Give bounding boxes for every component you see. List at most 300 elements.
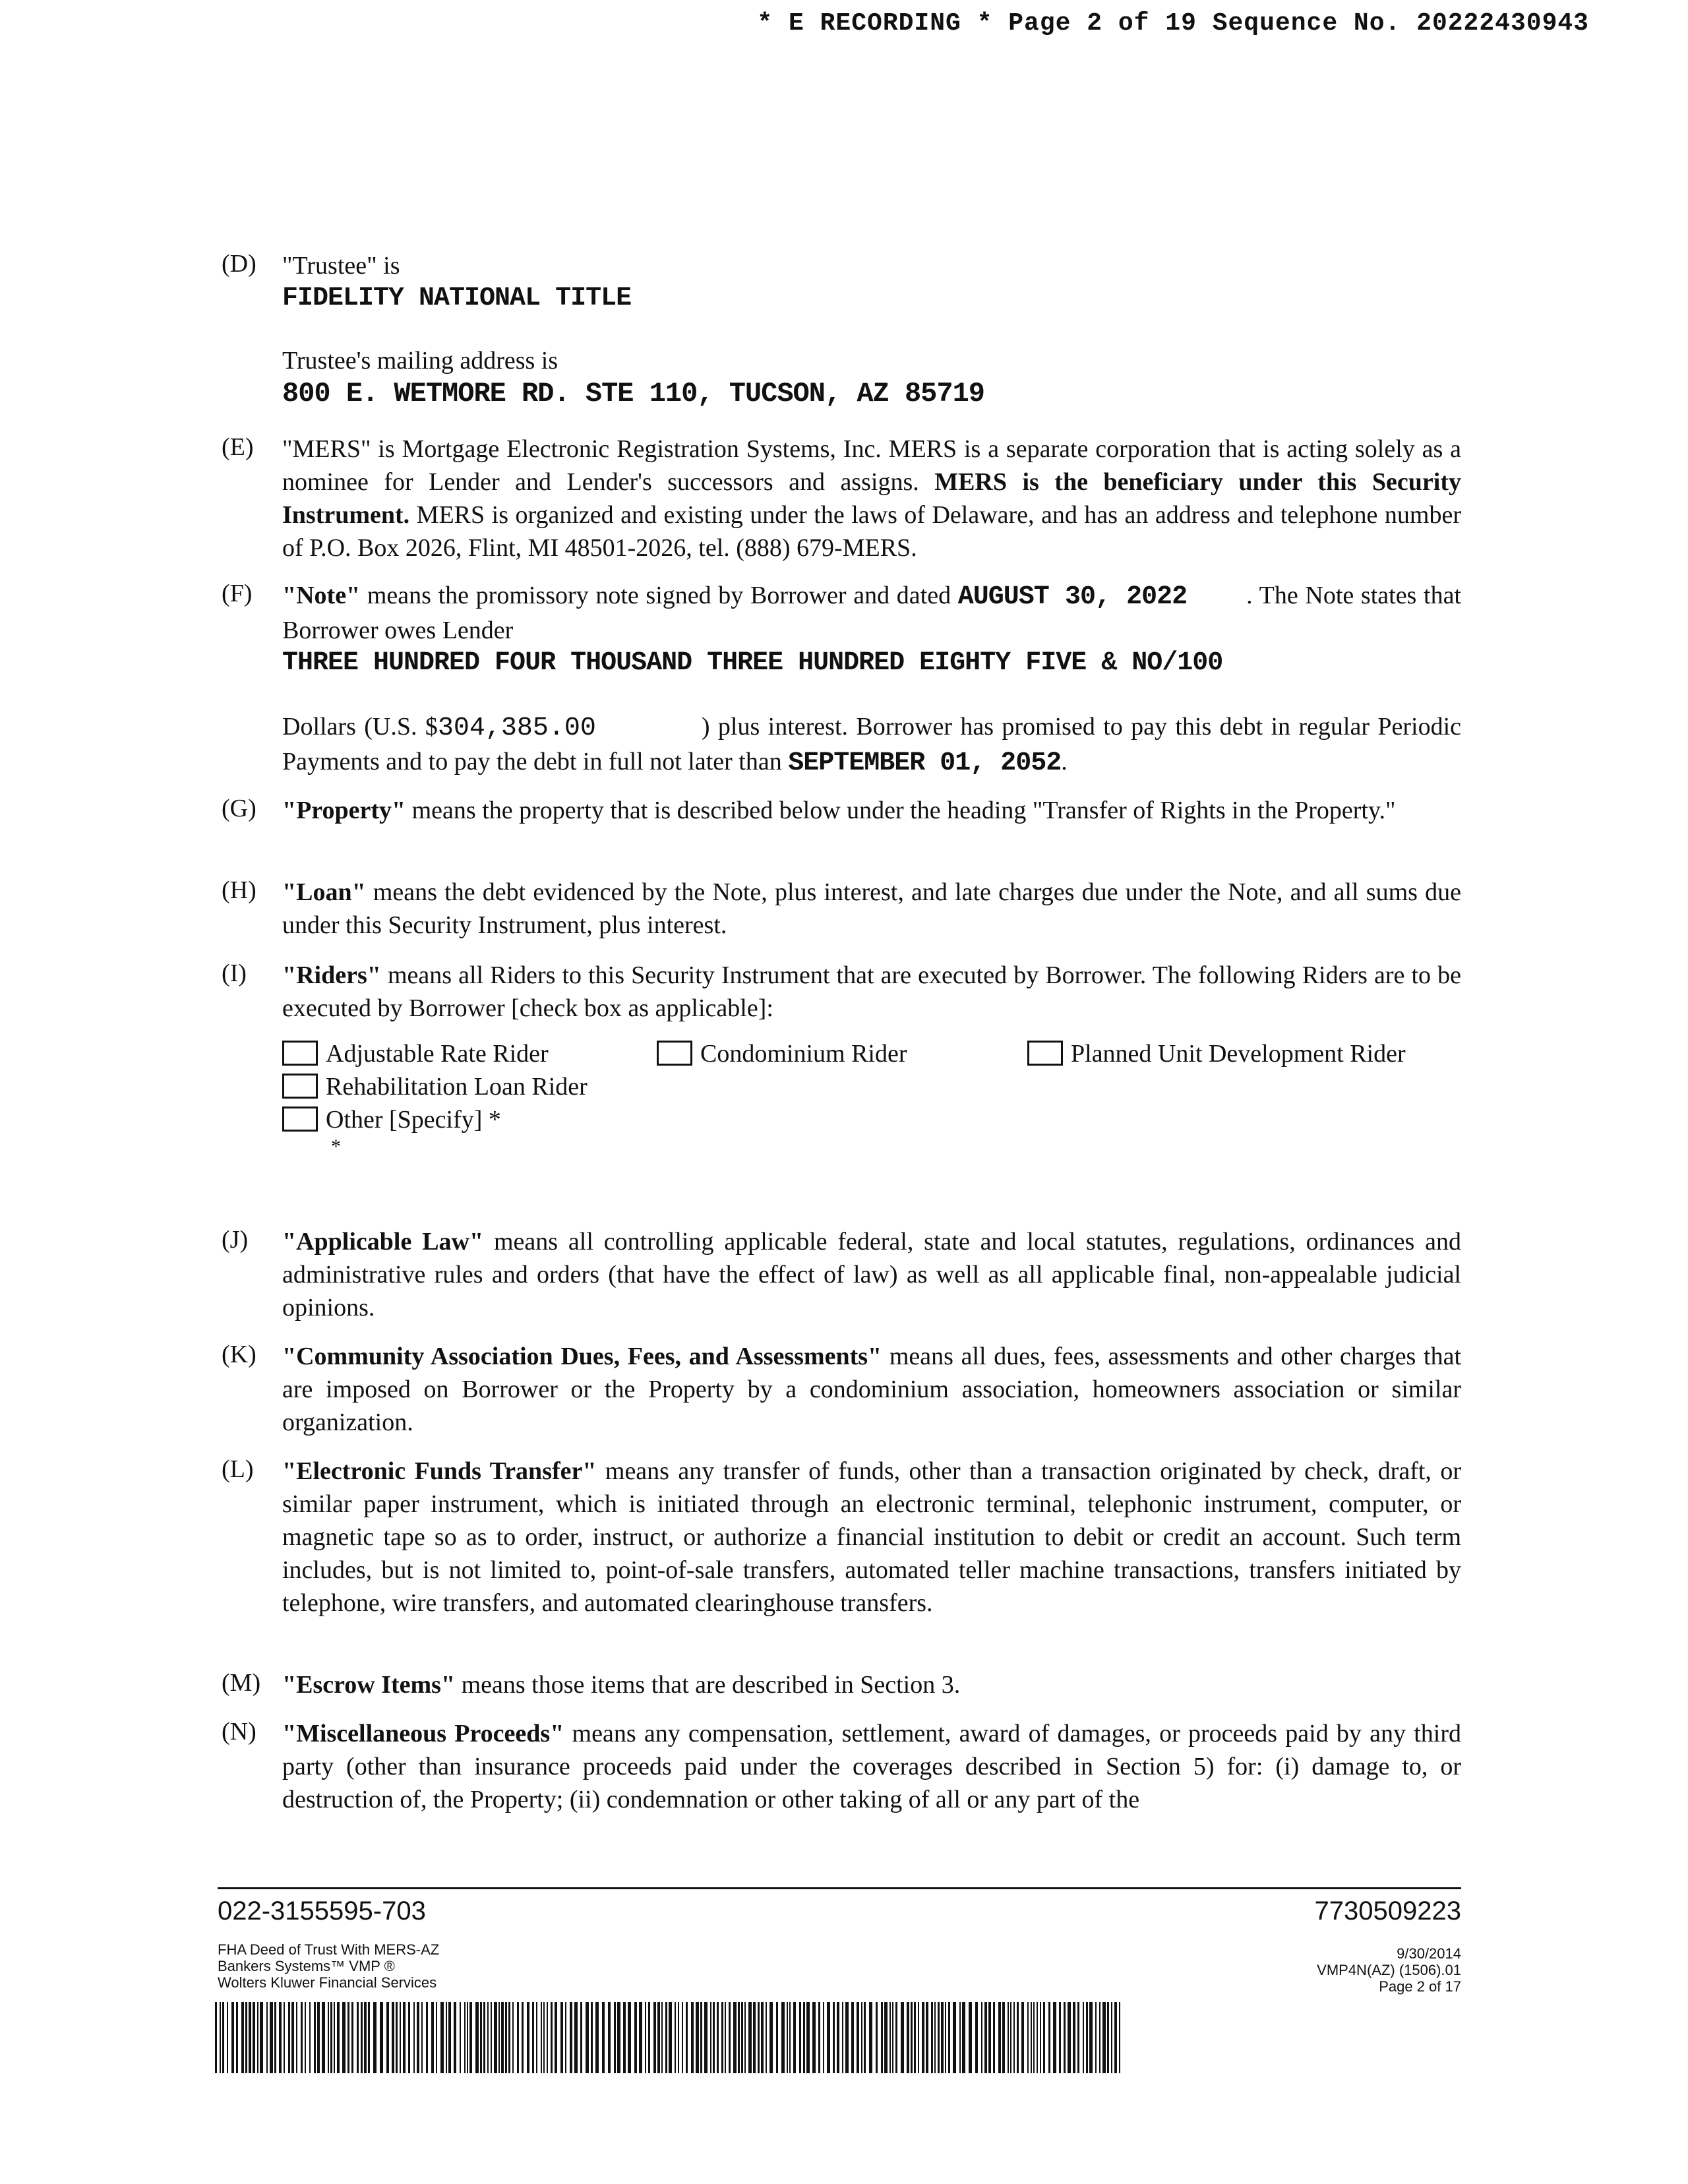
barcode-bar	[413, 2002, 415, 2073]
escrow-items-paragraph	[282, 1668, 1461, 1701]
trustee-address: 800 E. WETMORE RD. STE 110, TUCSON, AZ 85719	[282, 378, 984, 410]
barcode-bar	[725, 2002, 726, 2073]
barcode-bar	[1083, 2002, 1084, 2073]
barcode-bar	[555, 2002, 557, 2073]
barcode-bar	[330, 2002, 332, 2073]
escrow-items-term: "Escrow Items"	[282, 1671, 456, 1699]
barcode-bar	[761, 2002, 764, 2073]
note-term: "Note"	[282, 582, 361, 609]
form-code: VMP4N(AZ) (1506).01	[1317, 1962, 1461, 1978]
barcode-bar	[541, 2002, 542, 2073]
trustee-name: FIDELITY NATIONAL TITLE	[282, 284, 632, 313]
barcode-bar	[580, 2002, 582, 2073]
barcode-bar	[431, 2002, 434, 2073]
barcode-bar	[741, 2002, 743, 2073]
barcode-bar	[704, 2002, 708, 2073]
barcode-bar	[766, 2002, 767, 2073]
barcode-bar	[922, 2002, 924, 2073]
barcode-bar	[1043, 2002, 1045, 2073]
barcode-bar	[532, 2002, 534, 2073]
section-letter: (D)	[222, 250, 256, 278]
barcode-bar	[981, 2002, 982, 2073]
barcode-bar	[279, 2002, 282, 2073]
barcode-bar	[1064, 2002, 1066, 2073]
barcode-bar	[744, 2002, 746, 2073]
barcode-bar	[257, 2002, 258, 2073]
barcode-bar	[560, 2002, 563, 2073]
form-date: 9/30/2014	[1397, 1945, 1461, 1962]
barcode-bar	[1037, 2002, 1038, 2073]
barcode-bar	[696, 2002, 699, 2073]
barcode-bar	[595, 2002, 599, 2073]
misc-proceeds-term: "Miscellaneous Proceeds"	[282, 1720, 564, 1747]
condominium-checkbox[interactable]	[657, 1041, 692, 1066]
barcode-bar	[351, 2002, 353, 2073]
section-h-loan	[222, 876, 1461, 948]
barcode-bar	[691, 2002, 694, 2073]
loan-text: means the debt evidenced by the Note, plus interest, and late charges due under the Note, and all sums due under this Security Instrument, plus interest.	[282, 878, 1461, 939]
barcode-bar	[938, 2002, 940, 2073]
section-k-community-association	[222, 1340, 1461, 1439]
community-association-term: "Community Association Dues, Fees, and Assessments"	[282, 1343, 882, 1370]
barcode-bar	[400, 2002, 401, 2073]
form-line-2: Bankers Systems™ VMP ®	[218, 1958, 395, 1974]
barcode-bar	[417, 2002, 419, 2073]
barcode-bar	[253, 2002, 255, 2073]
barcode-bar	[787, 2002, 788, 2073]
barcode-bar	[941, 2002, 944, 2073]
note-date: AUGUST 30, 2022	[957, 582, 1188, 612]
riders-paragraph	[282, 959, 1461, 1025]
barcode-bar	[914, 2002, 916, 2073]
barcode-bar	[1017, 2002, 1019, 2073]
barcode-bar	[236, 2002, 238, 2073]
mers-beneficiary-bold: MERS is the beneficiary under this Security Instrument.	[282, 468, 1461, 529]
barcode-bar	[291, 2002, 294, 2073]
barcode-bar	[1053, 2002, 1056, 2073]
barcode-bar	[959, 2002, 961, 2073]
eft-term: "Electronic Funds Transfer"	[282, 1457, 597, 1485]
adjustable-rate-checkbox[interactable]	[282, 1041, 318, 1066]
barcode-image	[215, 2002, 1121, 2073]
barcode-bar	[1008, 2002, 1009, 2073]
barcode-bar	[1048, 2002, 1050, 2073]
barcode-bar	[522, 2002, 524, 2073]
barcode-bar	[1119, 2002, 1120, 2073]
barcode-bar	[501, 2002, 504, 2073]
barcode-bar	[948, 2002, 950, 2073]
section-i-riders	[222, 959, 1461, 1183]
section-letter: (H)	[222, 876, 256, 904]
community-association-text: means all dues, fees, assessments and other charges that are imposed on Borrower or the Property by a condominium association, homeowners association or similar organization.	[282, 1343, 1461, 1436]
barcode-bar	[1089, 2002, 1093, 2073]
property-term: "Property"	[282, 797, 406, 824]
barcode-bar	[386, 2002, 389, 2073]
rider-other[interactable]	[282, 1105, 501, 1134]
barcode-bar	[907, 2002, 909, 2073]
barcode-bar	[931, 2002, 933, 2073]
form-page: Page 2 of 17	[1379, 1978, 1461, 1995]
barcode-bar	[373, 2002, 377, 2073]
barcode-bar	[249, 2002, 251, 2073]
barcode-bar	[700, 2002, 702, 2073]
barcode-bar	[869, 2002, 872, 2073]
barcode-bar	[498, 2002, 500, 2073]
barcode-bar	[314, 2002, 316, 2073]
barcode-bar	[317, 2002, 320, 2073]
barcode-bar	[1077, 2002, 1079, 2073]
barcode-bar	[833, 2002, 835, 2073]
section-e-mers	[222, 433, 1461, 571]
barcode-bar	[729, 2002, 731, 2073]
barcode-bar	[998, 2002, 1001, 2073]
barcode-bar	[328, 2002, 329, 2073]
barcode-bar	[408, 2002, 410, 2073]
barcode-bar	[536, 2002, 537, 2073]
barcode-bar	[733, 2002, 737, 2073]
barcode-bar	[421, 2002, 423, 2073]
note-paragraph	[282, 579, 1461, 780]
barcode-bar	[469, 2002, 472, 2073]
barcode-bar	[669, 2002, 672, 2073]
trustee-address-label: Trustee's mailing address is	[282, 347, 558, 375]
barcode-bar	[876, 2002, 878, 2073]
section-f-note	[222, 579, 1461, 777]
barcode-bar	[953, 2002, 956, 2073]
misc-proceeds-text: means any compensation, settlement, award of damages, or proceeds paid by any third party (other than insurance proceeds paid under the coverages described in Section 5) for: (i) damage to, or destruction of, the Property; (ii) condemnation or other taking of all or any part of the	[282, 1720, 1461, 1813]
barcode-bar	[260, 2002, 263, 2073]
barcode-bar	[975, 2002, 978, 2073]
section-letter: (J)	[222, 1226, 249, 1254]
barcode-bar	[1073, 2002, 1075, 2073]
adjustable-rate-label: Adjustable Rate Rider	[326, 1040, 549, 1068]
barcode-bar	[781, 2002, 785, 2073]
section-letter: (L)	[222, 1455, 254, 1483]
barcode-bar	[543, 2002, 545, 2073]
barcode-bar	[710, 2002, 711, 2073]
dollars-prefix: Dollars (U.S. $	[282, 713, 438, 741]
applicable-law-text: means all controlling applicable federal, state and local statutes, regulations, ordinances and administrative rules and orders (that have the effect of law) as well as all applicable final, non-appealable judicial opinions.	[282, 1228, 1461, 1321]
barcode-bar	[776, 2002, 778, 2073]
barcode-bar	[1068, 2002, 1071, 2073]
footer-loan-number: 022-3155595-703	[218, 1896, 426, 1926]
barcode-bar	[818, 2002, 820, 2073]
barcode-bar	[1111, 2002, 1112, 2073]
recording-header: * E RECORDING * Page 2 of 19 Sequence No. 20222430943	[757, 9, 1589, 38]
barcode-bar	[806, 2002, 810, 2073]
barcode-bar	[357, 2002, 359, 2073]
barcode-bar	[758, 2002, 760, 2073]
barcode-bar	[517, 2002, 519, 2073]
note-text-2: . The Note states that Borrower owes Lender	[282, 582, 1461, 644]
barcode-bar	[639, 2002, 642, 2073]
barcode-bar	[623, 2002, 626, 2073]
note-text-4: .	[1061, 748, 1068, 775]
barcode-bar	[901, 2002, 904, 2073]
barcode-bar	[645, 2002, 646, 2073]
riders-term: "Riders"	[282, 961, 381, 989]
applicable-law-paragraph	[282, 1225, 1461, 1324]
barcode-bar	[614, 2002, 616, 2073]
barcode-bar	[1010, 2002, 1011, 2073]
property-text: means the property that is described below under the heading "Transfer of Rights in the Property."	[406, 797, 1396, 824]
barcode-bar	[769, 2002, 773, 2073]
barcode-bar	[837, 2002, 839, 2073]
barcode-bar	[1114, 2002, 1117, 2073]
barcode-bar	[396, 2002, 398, 2073]
rider-condominium[interactable]	[657, 1039, 907, 1068]
barcode-bar	[892, 2002, 893, 2073]
barcode-bar	[962, 2002, 965, 2073]
barcode-bar	[823, 2002, 824, 2073]
barcode-bar	[487, 2002, 489, 2073]
barcode-bar	[547, 2002, 548, 2073]
mers-text-1: "MERS" is Mortgage Electronic Registration Systems, Inc. MERS is a separate corporation that is acting solely as a nominee for Lender and Lender's successors and assigns.	[282, 435, 1461, 496]
barcode-bar	[586, 2002, 589, 2073]
barcode-bar	[628, 2002, 631, 2073]
barcode-bar	[334, 2002, 335, 2073]
barcode-bar	[454, 2002, 456, 2073]
rider-pud[interactable]	[1027, 1039, 1406, 1068]
rider-adjustable-rate[interactable]	[282, 1039, 549, 1068]
barcode-bar	[713, 2002, 715, 2073]
barcode-bar	[918, 2002, 919, 2073]
section-l-eft	[222, 1455, 1461, 1653]
barcode-bar	[483, 2002, 485, 2073]
note-text-1: means the promissory note signed by Borrower and dated	[360, 582, 958, 609]
barcode-bar	[1059, 2002, 1061, 2073]
barcode-bar	[508, 2002, 510, 2073]
barcode-bar	[301, 2002, 303, 2073]
barcode-bar	[347, 2002, 349, 2073]
barcode-bar	[1086, 2002, 1088, 2073]
section-letter: (M)	[222, 1669, 261, 1697]
barcode-bar	[288, 2002, 290, 2073]
barcode-bar	[551, 2002, 553, 2073]
barcode-bar	[945, 2002, 946, 2073]
barcode-bar	[753, 2002, 756, 2073]
barcode-bar	[934, 2002, 936, 2073]
barcode-bar	[337, 2002, 340, 2073]
barcode-bar	[1031, 2002, 1032, 2073]
barcode-bar	[1027, 2002, 1029, 2073]
footer-divider	[218, 1887, 1461, 1889]
barcode-bar	[678, 2002, 679, 2073]
barcode-bar	[591, 2002, 593, 2073]
barcode-bar	[527, 2002, 529, 2073]
barcode-bar	[215, 2002, 217, 2073]
section-letter: (G)	[222, 795, 256, 822]
barcode-bar	[984, 2002, 987, 2073]
barcode-bar	[812, 2002, 816, 2073]
rehabilitation-label: Rehabilitation Loan Rider	[326, 1073, 588, 1101]
condominium-label: Condominium Rider	[700, 1040, 907, 1068]
barcode-bar	[480, 2002, 482, 2073]
form-line-3: Wolters Kluwer Financial Services	[218, 1974, 437, 1991]
barcode-bar	[1002, 2002, 1005, 2073]
barcode-bar	[494, 2002, 497, 2073]
other-label: Other [Specify] *	[326, 1106, 501, 1134]
rider-rehabilitation[interactable]	[282, 1072, 588, 1101]
barcode-bar	[889, 2002, 891, 2073]
eft-text: means any transfer of funds, other than a transaction originated by check, draft, or similar paper instrument, which is initiated through an electronic terminal, telephonic instrument, computer, or magnetic tape so as to order, instruct, or authorize a financial institution to debit or credit an account. Such term includes, but is not limited to, point-of-sale transfers, automated teller machine transactions, transfers initiated by telephone, wire transfers, and automated clearinghouse transfers.	[282, 1457, 1461, 1617]
applicable-law-term: "Applicable Law"	[282, 1228, 484, 1256]
pud-label: Planned Unit Development Rider	[1071, 1040, 1406, 1068]
form-line-1: FHA Deed of Trust With MERS-AZ	[218, 1941, 440, 1958]
barcode-bar	[368, 2002, 370, 2073]
barcode-bar	[686, 2002, 688, 2073]
barcode-bar	[464, 2002, 466, 2073]
barcode-bar	[717, 2002, 719, 2073]
barcode-bar	[682, 2002, 683, 2073]
barcode-bar	[721, 2002, 723, 2073]
barcode-bar	[505, 2002, 507, 2073]
footer-form-info	[218, 1941, 439, 1991]
barcode-bar	[364, 2002, 367, 2073]
barcode-bar	[799, 2002, 801, 2073]
barcode-bar	[436, 2002, 437, 2073]
barcode-bar	[574, 2002, 578, 2073]
barcode-bar	[512, 2002, 514, 2073]
barcode-bar	[661, 2002, 663, 2073]
barcode-bar	[245, 2002, 247, 2073]
rehabilitation-checkbox[interactable]	[282, 1074, 318, 1099]
barcode-bar	[284, 2002, 285, 2073]
escrow-items-text: means those items that are described in Section 3.	[455, 1671, 961, 1699]
barcode-bar	[440, 2002, 444, 2073]
note-maturity-date: SEPTEMBER 01, 2052	[788, 748, 1062, 778]
barcode-bar	[864, 2002, 866, 2073]
barcode-bar	[881, 2002, 883, 2073]
barcode-bar	[1033, 2002, 1035, 2073]
section-n-misc-proceeds	[222, 1717, 1461, 1823]
barcode-bar	[380, 2002, 383, 2073]
barcode-bar	[665, 2002, 667, 2073]
section-letter: (N)	[222, 1718, 256, 1745]
section-letter: (F)	[222, 580, 253, 607]
section-j-applicable-law	[222, 1225, 1461, 1324]
barcode-bar	[227, 2002, 228, 2073]
barcode-bar	[1013, 2002, 1015, 2073]
other-asterisk: *	[331, 1136, 341, 1157]
barcode-bar	[1099, 2002, 1100, 2073]
barcode-bar	[653, 2002, 656, 2073]
barcode-bar	[657, 2002, 660, 2073]
mers-paragraph	[282, 433, 1461, 564]
mers-text-2: MERS is organized and existing under the laws of Delaware, and has an address and telephone number of P.O. Box 2026, Flint, MI 48501-2026, tel. (888) 679-MERS.	[282, 501, 1461, 562]
pud-checkbox[interactable]	[1027, 1041, 1063, 1066]
barcode-bar	[241, 2002, 244, 2073]
barcode-bar	[222, 2002, 224, 2073]
barcode-bar	[993, 2002, 995, 2073]
riders-text: means all Riders to this Security Instrument that are executed by Borrower. The following Riders are to be executed by Borrower [check box as applicable]:	[282, 961, 1461, 1022]
barcode-bar	[602, 2002, 605, 2073]
barcode-bar	[322, 2002, 325, 2073]
trustee-intro: "Trustee" is	[282, 252, 400, 280]
section-d-trustee	[222, 249, 1461, 421]
barcode-bar	[738, 2002, 740, 2073]
barcode-bar	[231, 2002, 234, 2073]
barcode-bar	[305, 2002, 306, 2073]
section-letter: (K)	[222, 1341, 256, 1368]
community-association-paragraph	[282, 1340, 1461, 1439]
loan-term: "Loan"	[282, 878, 366, 906]
barcode-bar	[634, 2002, 637, 2073]
barcode-bar	[1095, 2002, 1097, 2073]
barcode-bar	[491, 2002, 492, 2073]
barcode-bar	[988, 2002, 991, 2073]
eft-paragraph	[282, 1455, 1461, 1620]
barcode-bar	[969, 2002, 972, 2073]
barcode-bar	[675, 2002, 676, 2073]
section-letter: (E)	[222, 433, 254, 461]
barcode-bar	[475, 2002, 479, 2073]
barcode-bar	[861, 2002, 862, 2073]
barcode-bar	[857, 2002, 859, 2073]
barcode-bar	[1040, 2002, 1041, 2073]
barcode-bar	[648, 2002, 650, 2073]
barcode-bar	[789, 2002, 791, 2073]
barcode-bar	[1021, 2002, 1024, 2073]
barcode-bar	[220, 2002, 221, 2073]
barcode-bar	[617, 2002, 620, 2073]
barcode-bar	[570, 2002, 572, 2073]
barcode-bar	[842, 2002, 843, 2073]
barcode-bar	[426, 2002, 428, 2073]
barcode-bar	[803, 2002, 805, 2073]
barcode-bar	[342, 2002, 346, 2073]
barcode-bar	[1102, 2002, 1106, 2073]
barcode-bar	[827, 2002, 830, 2073]
barcode-bar	[446, 2002, 447, 2073]
other-checkbox[interactable]	[282, 1107, 318, 1132]
barcode-bar	[460, 2002, 461, 2073]
barcode-bar	[565, 2002, 566, 2073]
barcode-bar	[467, 2002, 468, 2073]
barcode-bar	[448, 2002, 451, 2073]
property-paragraph	[282, 794, 1461, 827]
barcode-bar	[274, 2002, 276, 2073]
barcode-bar	[793, 2002, 796, 2073]
barcode-bar	[392, 2002, 394, 2073]
note-amount-words: THREE HUNDRED FOUR THOUSAND THREE HUNDRED EIGHTY FIVE & NO/100	[282, 648, 1223, 678]
barcode-bar	[926, 2002, 928, 2073]
barcode-bar	[1107, 2002, 1109, 2073]
footer-form-meta	[1317, 1945, 1461, 1995]
barcode-bar	[361, 2002, 363, 2073]
barcode-bar	[309, 2002, 311, 2073]
loan-paragraph	[282, 876, 1461, 942]
note-amount: 304,385.00	[437, 713, 596, 743]
section-letter: (I)	[222, 959, 247, 987]
barcode-bar	[851, 2002, 854, 2073]
barcode-bar	[895, 2002, 897, 2073]
section-m-escrow-items	[222, 1668, 1461, 1708]
barcode-bar	[884, 2002, 888, 2073]
barcode-bar	[270, 2002, 273, 2073]
barcode-bar	[608, 2002, 611, 2073]
note-text-3: ) plus interest. Borrower has promised to pay this debt in regular Periodic Payments and to pay the debt in full not later than	[282, 713, 1461, 775]
footer-ref-number: 7730509223	[1314, 1896, 1461, 1926]
barcode-bar	[845, 2002, 849, 2073]
misc-proceeds-paragraph	[282, 1717, 1461, 1816]
section-g-property	[222, 794, 1461, 866]
barcode-bar	[911, 2002, 913, 2073]
barcode-bar	[296, 2002, 297, 2073]
barcode-bar	[403, 2002, 406, 2073]
barcode-bar	[266, 2002, 268, 2073]
barcode-bar	[748, 2002, 752, 2073]
